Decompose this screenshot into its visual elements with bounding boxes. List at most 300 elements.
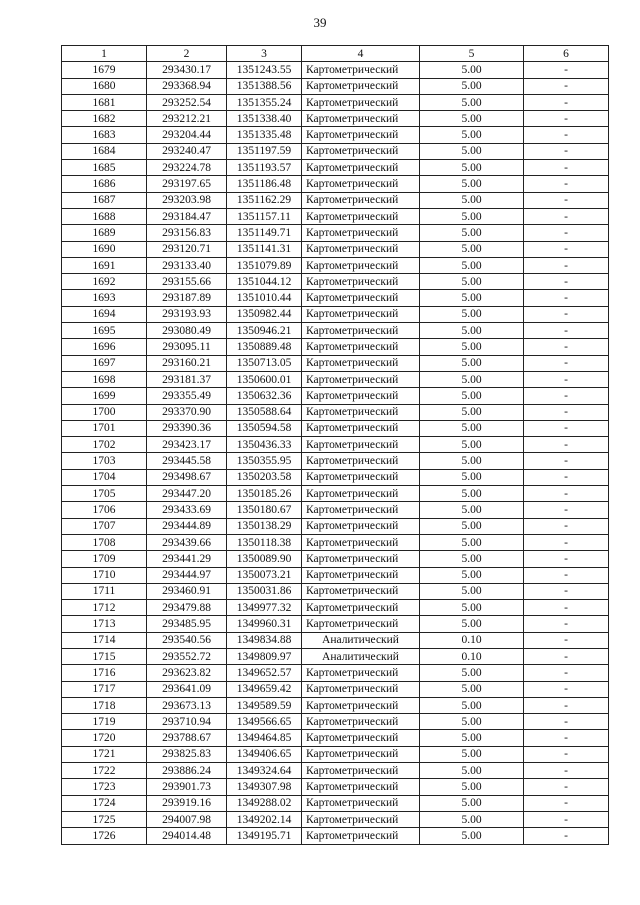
y-coordinate-cell: 1350982.44 [227, 306, 302, 322]
note-cell: - [524, 225, 609, 241]
method-cell: Картометрический [302, 730, 420, 746]
table-row [62, 420, 609, 436]
y-coordinate-cell: 1350138.29 [227, 518, 302, 534]
y-coordinate-cell: 1351186.48 [227, 176, 302, 192]
accuracy-cell: 5.00 [420, 697, 524, 713]
note-cell: - [524, 160, 609, 176]
accuracy-cell: 5.00 [420, 551, 524, 567]
note-cell: - [524, 306, 609, 322]
y-coordinate-cell: 1350946.21 [227, 323, 302, 339]
point-number-cell: 1711 [62, 583, 147, 599]
y-coordinate-cell: 1349960.31 [227, 616, 302, 632]
method-cell: Картометрический [302, 828, 420, 844]
table-row [62, 78, 609, 94]
note-cell: - [524, 551, 609, 567]
table-row [62, 404, 609, 420]
table-row [62, 62, 609, 78]
x-coordinate-cell: 293370.90 [147, 404, 227, 420]
y-coordinate-cell: 1350073.21 [227, 567, 302, 583]
table-row [62, 241, 609, 257]
accuracy-cell: 5.00 [420, 208, 524, 224]
y-coordinate-cell: 1349652.57 [227, 665, 302, 681]
method-cell: Картометрический [302, 94, 420, 110]
note-cell: - [524, 388, 609, 404]
note-cell: - [524, 323, 609, 339]
point-number-cell: 1704 [62, 469, 147, 485]
table-row [62, 469, 609, 485]
point-number-cell: 1719 [62, 714, 147, 730]
table-row [62, 730, 609, 746]
accuracy-cell: 5.00 [420, 420, 524, 436]
table-row [62, 290, 609, 306]
point-number-cell: 1721 [62, 746, 147, 762]
note-cell: - [524, 143, 609, 159]
table-row [62, 371, 609, 387]
y-coordinate-cell: 1350588.64 [227, 404, 302, 420]
column-header: 3 [227, 46, 302, 62]
y-coordinate-cell: 1350180.67 [227, 502, 302, 518]
table-row [62, 323, 609, 339]
x-coordinate-cell: 293439.66 [147, 534, 227, 550]
x-coordinate-cell: 293197.65 [147, 176, 227, 192]
note-cell: - [524, 746, 609, 762]
table-row [62, 616, 609, 632]
accuracy-cell: 5.00 [420, 355, 524, 371]
x-coordinate-cell: 293825.83 [147, 746, 227, 762]
accuracy-cell: 5.00 [420, 192, 524, 208]
note-cell: - [524, 518, 609, 534]
y-coordinate-cell: 1350594.58 [227, 420, 302, 436]
y-coordinate-cell: 1351162.29 [227, 192, 302, 208]
x-coordinate-cell: 294014.48 [147, 828, 227, 844]
note-cell: - [524, 632, 609, 648]
accuracy-cell: 5.00 [420, 437, 524, 453]
accuracy-cell: 5.00 [420, 730, 524, 746]
x-coordinate-cell: 293155.66 [147, 274, 227, 290]
table-row [62, 111, 609, 127]
accuracy-cell: 5.00 [420, 534, 524, 550]
x-coordinate-cell: 293080.49 [147, 323, 227, 339]
point-number-cell: 1693 [62, 290, 147, 306]
x-coordinate-cell: 293441.29 [147, 551, 227, 567]
column-header: 2 [147, 46, 227, 62]
table-row [62, 388, 609, 404]
note-cell: - [524, 290, 609, 306]
point-number-cell: 1687 [62, 192, 147, 208]
column-header: 5 [420, 46, 524, 62]
method-cell: Картометрический [302, 225, 420, 241]
method-cell: Картометрический [302, 176, 420, 192]
point-number-cell: 1718 [62, 697, 147, 713]
method-cell: Картометрический [302, 665, 420, 681]
accuracy-cell: 5.00 [420, 371, 524, 387]
method-cell: Картометрический [302, 323, 420, 339]
note-cell: - [524, 714, 609, 730]
note-cell: - [524, 404, 609, 420]
method-cell: Картометрический [302, 290, 420, 306]
method-cell: Картометрический [302, 486, 420, 502]
y-coordinate-cell: 1349589.59 [227, 697, 302, 713]
y-coordinate-cell: 1349324.64 [227, 763, 302, 779]
table-row [62, 225, 609, 241]
note-cell: - [524, 469, 609, 485]
method-cell: Картометрический [302, 811, 420, 827]
y-coordinate-cell: 1351044.12 [227, 274, 302, 290]
point-number-cell: 1715 [62, 648, 147, 664]
note-cell: - [524, 192, 609, 208]
x-coordinate-cell: 293444.97 [147, 567, 227, 583]
method-cell: Картометрический [302, 192, 420, 208]
table-row [62, 763, 609, 779]
note-cell: - [524, 567, 609, 583]
x-coordinate-cell: 293355.49 [147, 388, 227, 404]
x-coordinate-cell: 293252.54 [147, 94, 227, 110]
x-coordinate-cell: 293390.36 [147, 420, 227, 436]
y-coordinate-cell: 1349566.65 [227, 714, 302, 730]
table-row [62, 355, 609, 371]
x-coordinate-cell: 293095.11 [147, 339, 227, 355]
method-cell: Картометрический [302, 453, 420, 469]
point-number-cell: 1690 [62, 241, 147, 257]
point-number-cell: 1708 [62, 534, 147, 550]
x-coordinate-cell: 293120.71 [147, 241, 227, 257]
x-coordinate-cell: 293203.98 [147, 192, 227, 208]
method-cell: Картометрический [302, 600, 420, 616]
x-coordinate-cell: 293552.72 [147, 648, 227, 664]
y-coordinate-cell: 1350203.58 [227, 469, 302, 485]
accuracy-cell: 5.00 [420, 600, 524, 616]
accuracy-cell: 5.00 [420, 225, 524, 241]
point-number-cell: 1680 [62, 78, 147, 94]
x-coordinate-cell: 294007.98 [147, 811, 227, 827]
y-coordinate-cell: 1349659.42 [227, 681, 302, 697]
point-number-cell: 1714 [62, 632, 147, 648]
method-cell: Аналитический [302, 632, 420, 648]
accuracy-cell: 5.00 [420, 78, 524, 94]
x-coordinate-cell: 293623.82 [147, 665, 227, 681]
x-coordinate-cell: 293224.78 [147, 160, 227, 176]
table-row [62, 811, 609, 827]
x-coordinate-cell: 293479.88 [147, 600, 227, 616]
accuracy-cell: 5.00 [420, 241, 524, 257]
y-coordinate-cell: 1349406.65 [227, 746, 302, 762]
x-coordinate-cell: 293447.20 [147, 486, 227, 502]
accuracy-cell: 0.10 [420, 648, 524, 664]
method-cell: Картометрический [302, 697, 420, 713]
y-coordinate-cell: 1349288.02 [227, 795, 302, 811]
x-coordinate-cell: 293485.95 [147, 616, 227, 632]
point-number-cell: 1686 [62, 176, 147, 192]
method-cell: Картометрический [302, 388, 420, 404]
method-cell: Картометрический [302, 208, 420, 224]
point-number-cell: 1725 [62, 811, 147, 827]
column-header: 1 [62, 46, 147, 62]
point-number-cell: 1726 [62, 828, 147, 844]
table-row [62, 632, 609, 648]
method-cell: Картометрический [302, 763, 420, 779]
y-coordinate-cell: 1351197.59 [227, 143, 302, 159]
x-coordinate-cell: 293368.94 [147, 78, 227, 94]
table-row [62, 697, 609, 713]
y-coordinate-cell: 1350355.95 [227, 453, 302, 469]
table-row [62, 437, 609, 453]
accuracy-cell: 5.00 [420, 176, 524, 192]
note-cell: - [524, 94, 609, 110]
method-cell: Картометрический [302, 469, 420, 485]
point-number-cell: 1703 [62, 453, 147, 469]
note-cell: - [524, 486, 609, 502]
table-row [62, 127, 609, 143]
point-number-cell: 1706 [62, 502, 147, 518]
table-row [62, 176, 609, 192]
y-coordinate-cell: 1349307.98 [227, 779, 302, 795]
note-cell: - [524, 127, 609, 143]
note-cell: - [524, 62, 609, 78]
note-cell: - [524, 828, 609, 844]
method-cell: Картометрический [302, 111, 420, 127]
point-number-cell: 1698 [62, 371, 147, 387]
x-coordinate-cell: 293433.69 [147, 502, 227, 518]
accuracy-cell: 5.00 [420, 290, 524, 306]
method-cell: Картометрический [302, 127, 420, 143]
note-cell: - [524, 665, 609, 681]
x-coordinate-cell: 293788.67 [147, 730, 227, 746]
x-coordinate-cell: 293886.24 [147, 763, 227, 779]
point-number-cell: 1694 [62, 306, 147, 322]
note-cell: - [524, 697, 609, 713]
x-coordinate-cell: 293901.73 [147, 779, 227, 795]
method-cell: Картометрический [302, 779, 420, 795]
table-row [62, 648, 609, 664]
method-cell: Картометрический [302, 795, 420, 811]
table-body [62, 62, 609, 844]
table-row [62, 746, 609, 762]
y-coordinate-cell: 1350600.01 [227, 371, 302, 387]
column-header: 6 [524, 46, 609, 62]
point-number-cell: 1684 [62, 143, 147, 159]
x-coordinate-cell: 293204.44 [147, 127, 227, 143]
accuracy-cell: 5.00 [420, 518, 524, 534]
point-number-cell: 1697 [62, 355, 147, 371]
x-coordinate-cell: 293240.47 [147, 143, 227, 159]
note-cell: - [524, 78, 609, 94]
point-number-cell: 1717 [62, 681, 147, 697]
point-number-cell: 1713 [62, 616, 147, 632]
y-coordinate-cell: 1351243.55 [227, 62, 302, 78]
point-number-cell: 1702 [62, 437, 147, 453]
method-cell: Картометрический [302, 681, 420, 697]
y-coordinate-cell: 1351193.57 [227, 160, 302, 176]
note-cell: - [524, 453, 609, 469]
method-cell: Картометрический [302, 274, 420, 290]
method-cell: Картометрический [302, 339, 420, 355]
point-number-cell: 1681 [62, 94, 147, 110]
point-number-cell: 1679 [62, 62, 147, 78]
table-row [62, 453, 609, 469]
x-coordinate-cell: 293710.94 [147, 714, 227, 730]
table-row [62, 600, 609, 616]
table-row [62, 567, 609, 583]
method-cell: Картометрический [302, 616, 420, 632]
note-cell: - [524, 176, 609, 192]
accuracy-cell: 5.00 [420, 62, 524, 78]
coordinates-table [61, 45, 609, 845]
point-number-cell: 1720 [62, 730, 147, 746]
note-cell: - [524, 811, 609, 827]
x-coordinate-cell: 293187.89 [147, 290, 227, 306]
accuracy-cell: 5.00 [420, 160, 524, 176]
accuracy-cell: 5.00 [420, 306, 524, 322]
point-number-cell: 1683 [62, 127, 147, 143]
method-cell: Картометрический [302, 567, 420, 583]
y-coordinate-cell: 1349834.88 [227, 632, 302, 648]
method-cell: Картометрический [302, 62, 420, 78]
x-coordinate-cell: 293133.40 [147, 257, 227, 273]
point-number-cell: 1707 [62, 518, 147, 534]
accuracy-cell: 5.00 [420, 127, 524, 143]
table-row [62, 502, 609, 518]
accuracy-cell: 5.00 [420, 567, 524, 583]
x-coordinate-cell: 293212.21 [147, 111, 227, 127]
note-cell: - [524, 502, 609, 518]
y-coordinate-cell: 1351157.11 [227, 208, 302, 224]
method-cell: Картометрический [302, 518, 420, 534]
point-number-cell: 1692 [62, 274, 147, 290]
table-row [62, 534, 609, 550]
point-number-cell: 1716 [62, 665, 147, 681]
note-cell: - [524, 616, 609, 632]
x-coordinate-cell: 293423.17 [147, 437, 227, 453]
accuracy-cell: 5.00 [420, 681, 524, 697]
accuracy-cell: 5.00 [420, 583, 524, 599]
accuracy-cell: 5.00 [420, 323, 524, 339]
point-number-cell: 1710 [62, 567, 147, 583]
y-coordinate-cell: 1350632.36 [227, 388, 302, 404]
table-row [62, 274, 609, 290]
note-cell: - [524, 795, 609, 811]
note-cell: - [524, 730, 609, 746]
table-row [62, 306, 609, 322]
table-row [62, 160, 609, 176]
table-row [62, 551, 609, 567]
point-number-cell: 1712 [62, 600, 147, 616]
method-cell: Картометрический [302, 502, 420, 518]
method-cell: Картометрический [302, 583, 420, 599]
method-cell: Картометрический [302, 355, 420, 371]
accuracy-cell: 5.00 [420, 453, 524, 469]
method-cell: Картометрический [302, 404, 420, 420]
x-coordinate-cell: 293498.67 [147, 469, 227, 485]
x-coordinate-cell: 293430.17 [147, 62, 227, 78]
accuracy-cell: 5.00 [420, 763, 524, 779]
point-number-cell: 1722 [62, 763, 147, 779]
y-coordinate-cell: 1351355.24 [227, 94, 302, 110]
x-coordinate-cell: 293919.16 [147, 795, 227, 811]
y-coordinate-cell: 1351388.56 [227, 78, 302, 94]
point-number-cell: 1724 [62, 795, 147, 811]
y-coordinate-cell: 1349977.32 [227, 600, 302, 616]
y-coordinate-cell: 1351010.44 [227, 290, 302, 306]
note-cell: - [524, 208, 609, 224]
accuracy-cell: 5.00 [420, 94, 524, 110]
x-coordinate-cell: 293460.91 [147, 583, 227, 599]
note-cell: - [524, 600, 609, 616]
point-number-cell: 1682 [62, 111, 147, 127]
note-cell: - [524, 111, 609, 127]
table-row [62, 518, 609, 534]
note-cell: - [524, 274, 609, 290]
method-cell: Картометрический [302, 437, 420, 453]
note-cell: - [524, 355, 609, 371]
page-number: 39 [313, 15, 327, 30]
table-row [62, 192, 609, 208]
table-row [62, 583, 609, 599]
table-row [62, 94, 609, 110]
x-coordinate-cell: 293540.56 [147, 632, 227, 648]
method-cell: Картометрический [302, 714, 420, 730]
table-row [62, 143, 609, 159]
y-coordinate-cell: 1349202.14 [227, 811, 302, 827]
x-coordinate-cell: 293444.89 [147, 518, 227, 534]
accuracy-cell: 5.00 [420, 811, 524, 827]
table-row [62, 339, 609, 355]
y-coordinate-cell: 1350031.86 [227, 583, 302, 599]
note-cell: - [524, 763, 609, 779]
x-coordinate-cell: 293160.21 [147, 355, 227, 371]
note-cell: - [524, 437, 609, 453]
accuracy-cell: 5.00 [420, 746, 524, 762]
point-number-cell: 1705 [62, 486, 147, 502]
point-number-cell: 1699 [62, 388, 147, 404]
y-coordinate-cell: 1350713.05 [227, 355, 302, 371]
x-coordinate-cell: 293156.83 [147, 225, 227, 241]
x-coordinate-cell: 293641.09 [147, 681, 227, 697]
accuracy-cell: 5.00 [420, 339, 524, 355]
method-cell: Картометрический [302, 306, 420, 322]
y-coordinate-cell: 1349809.97 [227, 648, 302, 664]
x-coordinate-cell: 293193.93 [147, 306, 227, 322]
y-coordinate-cell: 1351335.48 [227, 127, 302, 143]
table-row [62, 208, 609, 224]
point-number-cell: 1701 [62, 420, 147, 436]
point-number-cell: 1700 [62, 404, 147, 420]
point-number-cell: 1689 [62, 225, 147, 241]
accuracy-cell: 5.00 [420, 143, 524, 159]
table-row [62, 779, 609, 795]
note-cell: - [524, 583, 609, 599]
y-coordinate-cell: 1349195.71 [227, 828, 302, 844]
x-coordinate-cell: 293445.58 [147, 453, 227, 469]
point-number-cell: 1691 [62, 257, 147, 273]
accuracy-cell: 5.00 [420, 828, 524, 844]
point-number-cell: 1685 [62, 160, 147, 176]
method-cell: Картометрический [302, 78, 420, 94]
y-coordinate-cell: 1350185.26 [227, 486, 302, 502]
note-cell: - [524, 339, 609, 355]
y-coordinate-cell: 1351149.71 [227, 225, 302, 241]
y-coordinate-cell: 1349464.85 [227, 730, 302, 746]
accuracy-cell: 5.00 [420, 404, 524, 420]
note-cell: - [524, 648, 609, 664]
table-row [62, 828, 609, 844]
y-coordinate-cell: 1350436.33 [227, 437, 302, 453]
y-coordinate-cell: 1351338.40 [227, 111, 302, 127]
table-row [62, 665, 609, 681]
table-row [62, 257, 609, 273]
point-number-cell: 1723 [62, 779, 147, 795]
method-cell: Картометрический [302, 371, 420, 387]
note-cell: - [524, 257, 609, 273]
